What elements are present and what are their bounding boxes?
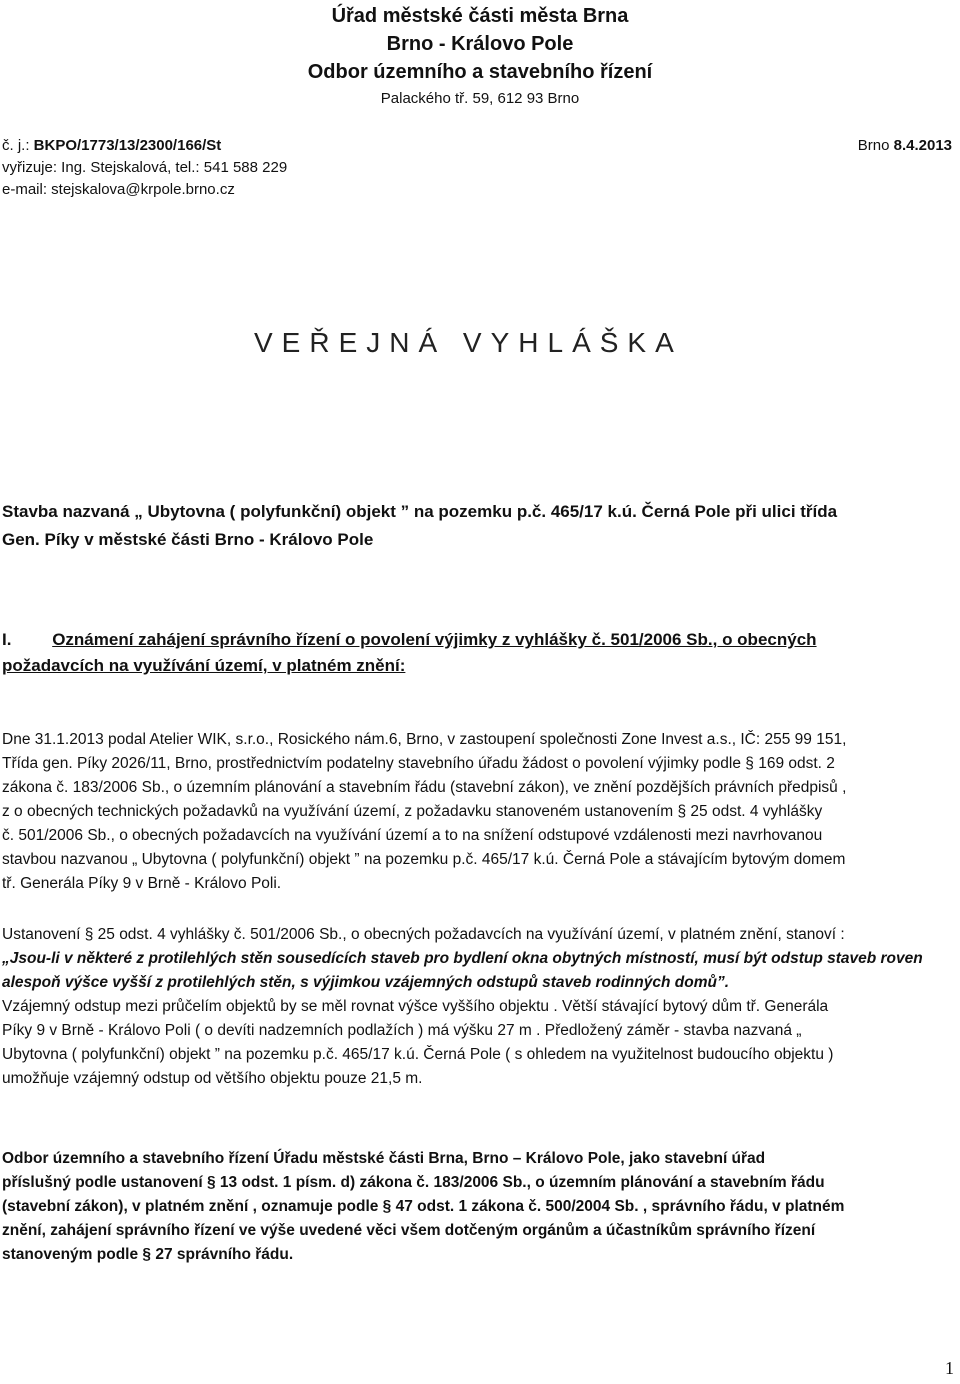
document-date xyxy=(858,137,952,155)
paragraph-2-quote-1: „Jsou-li v některé z protilehlých stěn sousedících staveb pro bydlení okna obytných místností, musí být odstup staveb roven xyxy=(2,950,923,967)
paragraph-2-line-1: Vzájemný odstup mezi průčelím objektů by se měl rovnat výšce vyššího objektu . Větší stávající bytový dům tř. Generála xyxy=(2,998,829,1015)
handler-contact: vyřizuje: Ing. Stejskalová, tel.: 541 588 229 xyxy=(2,159,288,176)
subject-line-2: Gen. Píky v městské části Brno - Královo Pole xyxy=(2,530,374,549)
date-value: 8.4.2013 xyxy=(893,137,952,154)
paragraph-1-line-1: Dne 31.1.2013 podal Atelier WIK, s.r.o., Rosického nám.6, Brno, v zastoupení společnosti Zone Invest a.s., IČ: 255 99 151, xyxy=(2,731,847,748)
paragraph-2-line-4: umožňuje vzájemný odstup od většího objektu pouze 21,5 m. xyxy=(2,1070,423,1087)
office-name: Úřad městské části města Brna xyxy=(331,5,629,27)
section-number: I. xyxy=(2,630,12,649)
subject-line-1: Stavba nazvaná „ Ubytovna ( polyfunkční) objekt ” na pozemku p.č. 465/17 k.ú. Černá Pole při ulici třída xyxy=(2,502,838,521)
paragraph-1-line-3: zákona č. 183/2006 Sb., o územním plánování a stavebním řádu (stavební zákon), ve znění pozdějších právních předpisů , xyxy=(2,779,847,796)
document-title: VEŘEJNÁ VYHLÁŠKA xyxy=(254,327,683,358)
paragraph-1-line-6: stavbou nazvanou „ Ubytovna ( polyfunkční) objekt ” na pozemku p.č. 465/17 k.ú. Černá Pole a stávajícím bytovým domem xyxy=(2,851,846,868)
paragraph-2-line-2: Píky 9 v Brně - Královo Poli ( o devíti nadzemních podlažích ) má výšku 27 m . Předložený záměr - stavba nazvaná „ xyxy=(2,1022,802,1039)
reference-value: BKPO/1773/13/2300/166/St xyxy=(33,137,222,154)
paragraph-1-line-7: tř. Generála Píky 9 v Brně - Královo Poli. xyxy=(2,875,282,892)
paragraph-2-intro: Ustanovení § 25 odst. 4 vyhlášky č. 501/2006 Sb., o obecných požadavcích na využívání území, v platném znění, stanoví : xyxy=(2,926,845,943)
office-department: Odbor územního a stavebního řízení xyxy=(307,61,653,83)
section-title-line-2: požadavcích na využívání území, v platném znění: xyxy=(2,656,406,675)
section-heading xyxy=(2,628,817,651)
paragraph-2-line-3: Ubytovna ( polyfunkční) objekt ” na pozemku p.č. 465/17 k.ú. Černá Pole ( s ohledem na využitelnost budoucího objektu ) xyxy=(2,1046,834,1063)
paragraph-1-line-2: Třída gen. Píky 2026/11, Brno, prostřednictvím podatelny stavebního úřadu žádost o povolení výjimky podle § 169 odst. 2 xyxy=(2,755,835,772)
office-district: Brno - Královo Pole xyxy=(386,33,574,55)
page-number: 1 xyxy=(945,1358,954,1378)
office-address: Palackého tř. 59, 612 93 Brno xyxy=(380,90,580,107)
date-city: Brno xyxy=(857,137,894,154)
paragraph-3-line-3: (stavební zákon), v platném znění , oznamuje podle § 47 odst. 1 zákona č. 500/2004 Sb. , správního řádu, v platném xyxy=(2,1198,845,1215)
paragraph-3-line-2: příslušný podle ustanovení § 13 odst. 1 písm. d) zákona č. 183/2006 Sb., o územním plánování a stavebním řádu xyxy=(2,1174,825,1191)
section-title-line-1: Oznámení zahájení správního řízení o povolení výjimky z vyhlášky č. 501/2006 Sb., o obecných xyxy=(52,630,817,649)
paragraph-2-quote-2: alespoň výšce vyšší z protilehlých stěn, s výjimkou vzájemných odstupů staveb rodinných domů”. xyxy=(2,974,729,991)
reference-label: č. j.: xyxy=(2,137,34,154)
reference-number xyxy=(2,137,221,155)
paragraph-3-line-4: znění, zahájení správního řízení ve výše uvedené věci všem dotčeným orgánům a účastníkům správního řízení xyxy=(2,1222,816,1239)
paragraph-1-line-5: č. 501/2006 Sb., o obecných požadavcích na využívání území a to na snížení odstupové vzdálenosti mezi navrhovanou xyxy=(2,827,823,844)
paragraph-3-line-5: stanoveným podle § 27 správního řádu. xyxy=(2,1246,294,1263)
paragraph-3-line-1: Odbor územního a stavebního řízení Úřadu městské části Brna, Brno – Královo Pole, jako stavební úřad xyxy=(2,1150,766,1167)
handler-email: e-mail: stejskalova@krpole.brno.cz xyxy=(2,181,235,198)
paragraph-1-line-4: z o obecných technických požadavků na využívání území, z požadavku stanoveném ustanovením § 25 odst. 4 vyhlášky xyxy=(2,803,823,820)
